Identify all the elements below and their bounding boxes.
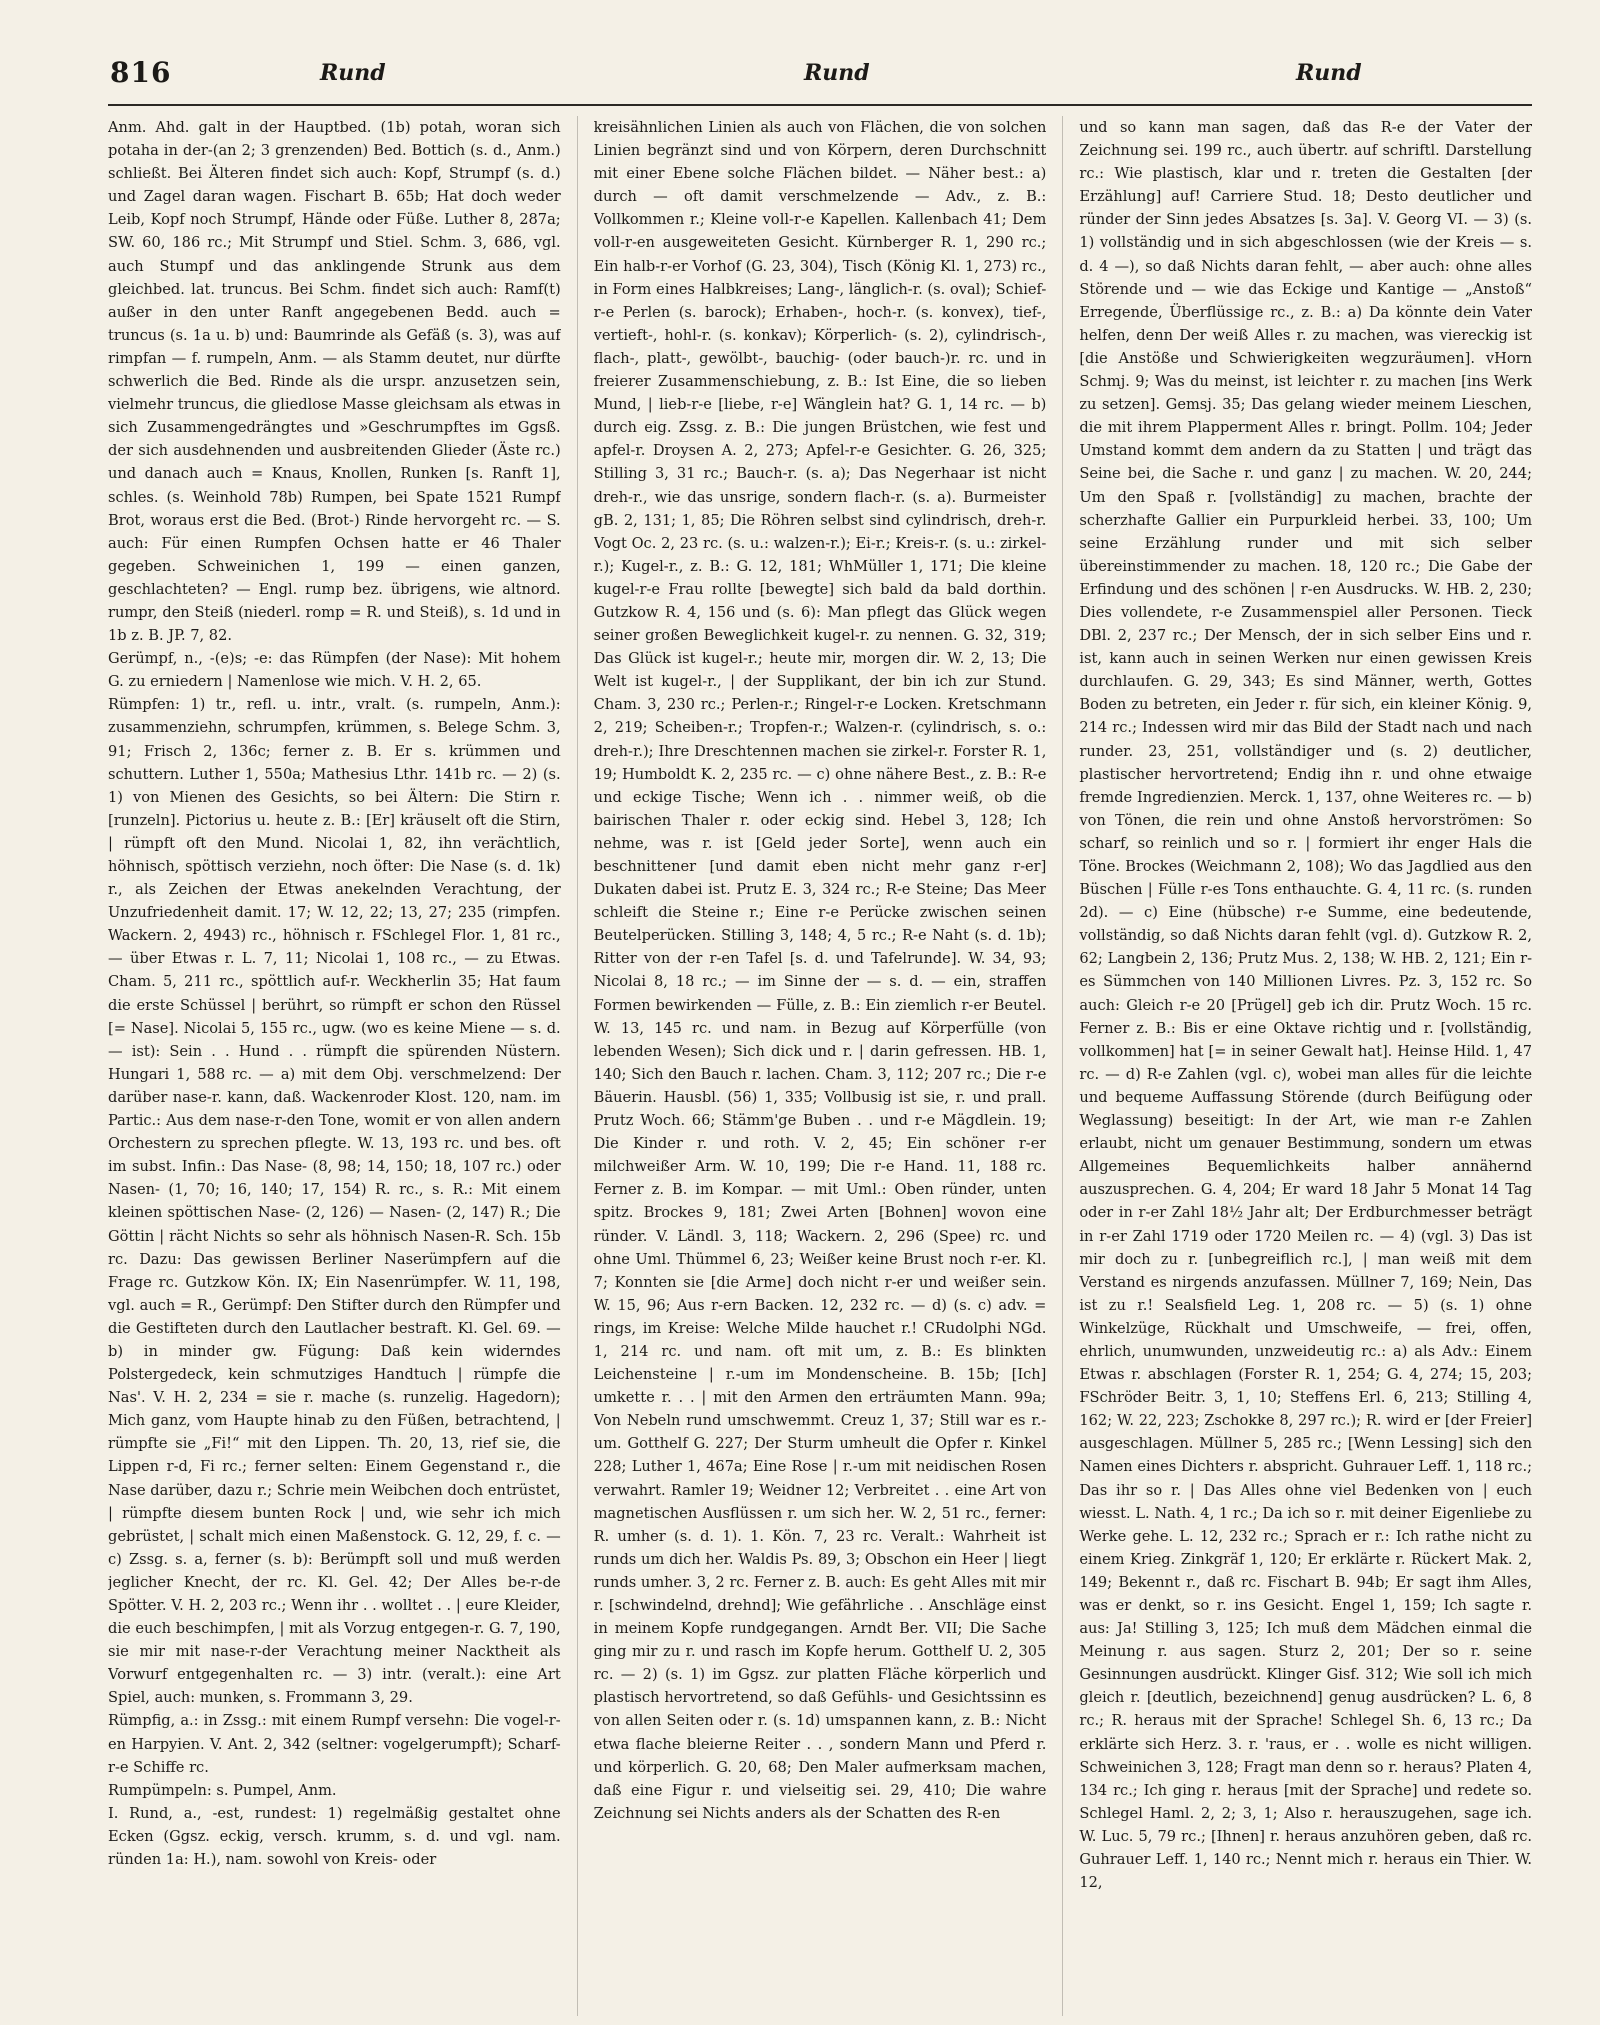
text-columns [108, 116, 1532, 2016]
entry-paragraph: Rumpümpeln: s. Pumpel, Anm. [108, 1781, 337, 1799]
entry-paragraph: Anm. Ahd. galt in der Hauptbed. (1b) potah, woran sich potaha in der-(an 2; 3 grenzenden) Bed. Bottich (s. d., Anm.) schließt. Bei Älteren findet sich auch: Kopf, Strumpf (s. d.) und Zagel daran wagen. Fischart B. 65b; Hat doch weder Leib, Kopf noch Strumpf, Hände oder Füße. Luther 8, 287a; SW. 60, 186 rc.; Mit Strumpf und Stiel. Schm. 3, 686, vgl. auch Stumpf und das anklingende Strunk aus dem gleichbed. lat. truncus. Bei Schm. findet sich auch: Ramf(t) außer in den unter Ranft angegebenen Bedd. auch = truncus (s. 1a u. b) und: Baumrinde als Gefäß (s. 3), was auf rimpfan — f. rumpeln, Anm. — als Stamm deutet, nur dürfte schwerlich die Bed. Rinde als die urspr. anzusetzen sein, vielmehr truncus, die gliedlose Masse gleichsam als etwas in sich Zusammengedrängtes und »Geschrumpftes im Ggsß. der sich ausdehnenden und ausbreitenden Glieder (Äste rc.) und danach auch = Knaus, Knollen, Runken [s. Ranft 1], schles. (s. Weinhold 78b) Rumpen, bei Spate 1521 Rumpf Brot, woraus erst die Bed. (Brot-) Rinde hervorgeht rc. — S. auch: Für einen Rumpfen Ochsen hatte er 46 Thaler gegeben. Schweinichen 1, 199 — einen ganzen, geschlachteten? — Engl. rump bez. übrigens, wie altnord. rumpr, den Steiß (niederl. romp = R. und Steiß), s. 1d und in 1b z. B. JP. 7, 82. [108, 119, 561, 645]
column-left [108, 116, 561, 2016]
page-number: 816 [110, 56, 172, 89]
entry-paragraph: kreisähnlichen Linien als auch von Flächen, die von solchen Linien begränzt sind und von Körpern, deren Durchschnitt mit einer Ebene solche Flächen bildet. — Näher best.: a) durch — oft damit verschmelzende — Adv., z. B.: Vollkommen r.; Kleine voll-r-e Kapellen. Kallenbach 41; Dem voll-r-en ausgeweiteten Gesicht. Kürnberger R. 1, 290 rc.; Ein halb-r-er Vorhof (G. 23, 304), Tisch (König Kl. 1, 273) rc., in Form eines Halbkreises; Lang-, länglich-r. (s. oval); Schief-r-e Perlen (s. barock); Erhaben-, hoch-r. (s. konvex), tief-, vertieft-, hohl-r. (s. konkav); Körperlich- (s. 2), cylindrisch-, flach-, platt-, gewölbt-, bauchig- (oder bauch-)r. rc. und in freierer Zusammenschiebung, z. B.: Ist Eine, die so lieben Mund, | lieb-r-e [liebe, r-e] Wänglein hat? G. 1, 14 rc. — b) durch eig. Zssg. z. B.: Die jungen Brüstchen, wie fest und apfel-r. Droysen A. 2, 273; Apfel-r-e Gesichter. G. 26, 325; Stilling 3, 31 rc.; Bauch-r. (s. a); Das Negerhaar ist nicht dreh-r., wie das unsrige, sondern flach-r. (s. a). Burmeister gB. 2, 131; 1, 85; Die Röhren selbst sind cylindrisch, dreh-r. Vogt Oc. 2, 23 rc. (s. u.: walzen-r.); Ei-r.; Kreis-r. (s. u.: zirkel-r.); Kugel-r., z. B.: G. 12, 181; WhMüller 1, 171; Die kleine kugel-r-e Frau rollte [bewegte] sich bald da bald dorthin. Gutzkow R. 4, 156 und (s. 6): Man pflegt das Glück wegen seiner großen Beweglichkeit kugel-r. zu nennen. G. 32, 319; Das Glück ist kugel-r.; heute mir, morgen dir. W. 2, 13; Die Welt ist kugel-r., | der Supplikant, der bin ich zur Stund. Cham. 3, 230 rc.; Perlen-r.; Ringel-r-e Locken. Kretschmann 2, 219; Scheiben-r.; Tropfen-r.; Walzen-r. (cylindrisch, s. o.: dreh-r.); Ihre Dreschtennen machen sie zirkel-r. Forster R. 1, 19; Humboldt K. 2, 235 rc. — c) ohne nähere Best., z. B.: R-e und eckige Tische; Wenn ich . . nimmer weiß, ob die bairischen Thaler r. oder eckig sind. Hebel 3, 128; Ich nehme, was r. ist [Geld jeder Sorte], wenn auch ein beschnittener [und damit eben nicht mehr ganz r-er] Dukaten dabei ist. Prutz E. 3, 324 rc.; R-e Steine; Das Meer schleift die Steine r.; Eine r-e Perücke zwischen seinen Beutelperücken. Stilling 3, 148; 4, 5 rc.; R-e Naht (s. d. 1b); Ritter von der r-en Tafel [s. d. und Tafelrunde]. W. 34, 93; Nicolai 8, 18 rc.; — im Sinne der — s. d. — ein, straffen Formen bewirkenden — Fülle, z. B.: Ein ziemlich r-er Beutel. W. 13, 145 rc. und nam. in Bezug auf Körperfülle (von lebenden Wesen); Sich dick und r. | darin gefressen. HB. 1, 140; Sich den Bauch r. lachen. Cham. 3, 112; 207 rc.; Die r-e Bäuerin. Hausbl. (56) 1, 335; Vollbusig ist sie, r. und prall. Prutz Woch. 66; Stämm'ge Buben . . und r-e Mägdlein. 19; Die Kinder r. und roth. V. 2, 45; Ein schöner r-er milchweißer Arm. W. 10, 199; Die r-e Hand. 11, 188 rc. Ferner z. B. im Kompar. — mit Uml.: Oben ründer, unten spitz. Brockes 9, 181; Zwei Arten [Bohnen] wovon eine ründer. V. Ländl. 3, 118; Wackern. 2, 296 (Spee) rc. und ohne Uml. Thümmel 6, 23; Weißer keine Brust noch r-er. Kl. 7; Konnten sie [die Arme] doch nicht r-er und weißer sein. W. 15, 96; Aus r-ern Backen. 12, 232 rc. — d) (s. c) adv. = rings, im Kreise: Welche Milde hauchet r.! CRudolphi NGd. 1, 214 rc. und nam. oft mit um, z. B.: Es blinkten Leichensteine | r.-um im Mondenscheine. B. 15b; [Ich] umkette r. . . | mit den Armen den erträumten Mann. 99a; Von Nebeln rund umschwemmt. Creuz 1, 37; Still war es r.-um. Gotthelf G. 227; Der Sturm umheult die Opfer r. Kinkel 228; Luther 1, 467a; Eine Rose | r.-um mit neidischen Rosen verwahrt. Ramler 19; Weidner 12; Verbreitet . . eine Art von magnetischen Ausflüssen r. um sich her. W. 2, 51 rc., ferner: R. umher (s. d. 1). 1. Kön. 7, 23 rc. Veralt.: Wahrheit ist runds um dich her. Waldis Ps. 89, 3; Obschon ein Heer | liegt runds umher. 3, 2 rc. Ferner z. B. auch: Es geht Alles mit mir r. [schwindelnd, drehnd]; Wie gefährliche . . Anschläge einst in meinem Kopfe rundgegangen. Arndt Ber. VII; Die Sache ging mir zu r. und rasch im Kopfe herum. Gotthelf U. 2, 305 rc. — 2) (s. 1) im Ggsz. zur platten Fläche körperlich und plastisch hervortretend, so daß Gefühls- und Gesichtssinn es von allen Seiten oder r. (s. 1d) umspannen kann, z. B.: Nicht etwa flache bleierne Reiter . . , sondern Mann und Pferd r. und körperlich. G. 20, 68; Den Maler aufmerksam machen, daß eine Figur r. und vielseitig sei. 29, 410; Die wahre Zeichnung sei Nichts anders als der Schatten des R-en [593, 119, 1047, 1822]
column-divider [577, 116, 578, 2016]
page-header [108, 52, 1532, 96]
entry-paragraph: Rümpfen: 1) tr., refl. u. intr., vralt. (s. rumpeln, Anm.): zusammenziehn, schrumpfen, krümmen, s. Belege Schm. 3, 91; Frisch 2, 136c; ferner z. B. Er s. krümmen und schuttern. Luther 1, 550a; Mathesius Lthr. 141b rc. — 2) (s. 1) von Mienen des Gesichts, so bei Ältern: Die Stirn r. [runzeln]. Pictorius u. heute z. B.: [Er] kräuselt oft die Stirn, | rümpft oft den Mund. Nicolai 1, 82, ihn verächtlich, höhnisch, spöttisch verziehn, noch öfter: Die Nase (s. d. 1k) r., als Zeichen der Etwas anekelnden Verachtung, der Unzufriedenheit damit. 17; W. 12, 22; 13, 27; 235 (rimpfen. Wackern. 2, 4943) rc., höhnisch r. FSchlegel Flor. 1, 81 rc., — über Etwas r. L. 7, 11; Nicolai 1, 108 rc., — zu Etwas. Cham. 5, 211 rc., spöttlich auf-r. Weckherlin 35; Hat faum die erste Schüssel | berührt, so rümpft er schon den Rüssel [= Nase]. Nicolai 5, 155 rc., ugw. (wo es keine Miene — s. d. — ist): Sein . . Hund . . rümpft die spürenden Nüstern. Hungari 1, 588 rc. — a) mit dem Obj. verschmelzend: Der darüber nase-r. kann, daß. Wackenroder Klost. 120, nam. im Partic.: Aus dem nase-r-den Tone, womit er von allen andern Orchestern zu sprechen pflegte. W. 13, 193 rc. und bes. oft im subst. Infin.: Das Nase- (8, 98; 14, 150; 18, 107 rc.) oder Nasen- (1, 70; 16, 140; 17, 154) R. rc., s. R.: Mit einem kleinen spöttischen Nase- (2, 126) — Nasen- (2, 147) R.; Die Göttin | rächt Nichts so sehr als höhnisch Nasen-R. Sch. 15b rc. Dazu: Das gewissen Berliner Naserümpfern auf die Frage rc. Gutzkow Kön. IX; Ein Nasenrümpfer. W. 11, 198, vgl. auch = R., Gerümpf: Den Stifter durch den Rümpfer und die Gestifteten durch den Lautlacher bestraft. Kl. Gel. 69. — b) in minder gw. Fügung: Daß kein widerndes Polstergedeck, kein schmutziges Handtuch | rümpfe die Nas'. V. H. 2, 234 = sie r. mache (s. runzelig. Hagedorn); Mich ganz, vom Haupte hinab zu den Füßen, betrachtend, | rümpfte sie „Fi!“ mit den Lippen. Th. 20, 13, rief sie, die Lippen r-d, Fi rc.; ferner selten: Einem Gegenstand r., die Nase darüber, dazu r.; Schrie mein Weibchen doch entrüstet, | rümpfte diesem bunten Rock | und, wie sehr ich mich gebrüstet, | schalt mich einen Maßenstock. G. 12, 29, f. c. — c) Zssg. s. a, ferner (s. b): Berümpft soll und muß werden jeglicher Knecht, der rc. Kl. Gel. 42; Der Alles be-r-de Spötter. V. H. 2, 203 rc.; Wenn ihr . . wolltet . . | eure Kleider, die euch beschimpfen, | mit als Vorzug entgegen-r. G. 7, 190, sie mir mit nase-r-der Verachtung meiner Nacktheit als Vorwurf entgegenhalten rc. — 3) intr. (veralt.): eine Art Spiel, auch: munken, s. Frommann 3, 29. [108, 696, 561, 1707]
header-rule [108, 104, 1532, 106]
entry-paragraph: I. Rund, a., -est, rundest: 1) regelmäßig gestaltet ohne Ecken (Ggsz. eckig, versch. krumm, s. d. und vgl. nam. ründen 1a: H.), nam. sowohl von Kreis- oder [108, 1804, 561, 1869]
entry-paragraph: Gerümpf, n., -(e)s; -e: das Rümpfen (der Nase): Mit hohem G. zu erniedern | Namenlose wie mich. V. H. 2, 65. [108, 650, 561, 691]
column-middle [594, 116, 1047, 2016]
catchword-center: Rund [804, 60, 870, 86]
catchword-left: Rund [320, 60, 386, 86]
entry-paragraph: Rümpfig, a.: in Zssg.: mit einem Rumpf versehn: Die vogel-r-en Harpyien. V. Ant. 2, 342 (seltner: vogelgerumpft); Scharf-r-e Schiffe rc. [108, 1712, 561, 1776]
catchword-right: Rund [1296, 60, 1362, 86]
column-divider [1062, 116, 1063, 2016]
column-right [1079, 116, 1532, 2016]
entry-paragraph: und so kann man sagen, daß das R-e der Vater der Zeichnung sei. 199 rc., auch übertr. auf schriftl. Darstellung rc.: Wie plastisch, klar und r. treten die Gestalten [der Erzählung] auf! Carriere Stud. 18; Desto deutlicher und ründer der Sinn jedes Absatzes [s. 3a]. V. Georg VI. — 3) (s. 1) vollständig und in sich abgeschlossen (wie der Kreis — s. d. 4 —), so daß Nichts daran fehlt, — aber auch: ohne alles Störende und — wie das Eckige und Kantige — „Anstoß“ Erregende, Überflüssige rc., z. B.: a) Da könnte dein Vater helfen, denn Der weiß Alles r. zu machen, was viereckig ist [die Anstöße und Schwierigkeiten wegzuräumen]. vHorn Schmj. 9; Was du meinst, ist leichter r. zu machen [ins Werk zu setzen]. Gemsj. 35; Das gelang wieder meinem Lieschen, die mit ihrem Plapperment Alles r. bringt. Pollm. 104; Jeder Umstand kommt dem andern da zu Statten | und trägt das Seine bei, die Sache r. und ganz | zu machen. W. 20, 244; Um den Spaß r. [vollständig] zu machen, brachte der scherzhafte Gallier ein Purpurkleid herbei. 33, 100; Um seine Erzählung runder und mit sich selber übereinstimmender zu machen. 18, 120 rc.; Die Gabe der Erfindung und des schönen | r-en Ausdrucks. W. HB. 2, 230; Dies vollendete, r-e Zusammenspiel aller Personen. Tieck DBl. 2, 237 rc.; Der Mensch, der in sich selber Eins und r. ist, kann auch in seinen Werken nur einen gewissen Kreis durchlaufen. G. 29, 343; Es sind Männer, werth, Gottes Boden zu betreten, ein Jeder r. für sich, ein kleiner König. 9, 214 rc.; Indessen wird mir das Bild der Stadt nach und nach runder. 23, 251, vollständiger und (s. 2) deutlicher, plastischer hervortretend; Endig ihn r. und ohne etwaige fremde Ingredienzien. Merck. 1, 137, ohne Weiteres rc. — b) von Tönen, die rein und ohne Anstoß hervorströmen: So scharf, so reinlich und so r. | formiert ihr enger Hals die Töne. Brockes (Weichmann 2, 108); Wo das Jagdlied aus den Büschen | Fülle r-es Tons enthauchte. G. 4, 11 rc. (s. runden 2d). — c) Eine (hübsche) r-e Summe, eine bedeutende, vollständig, so daß Nichts daran fehlt (vgl. d). Gutzkow R. 2, 62; Langbein 2, 136; Prutz Mus. 2, 138; W. HB. 2, 121; Ein r-es Sümmchen von 140 Millionen Livres. Pz. 3, 152 rc. So auch: Gleich r-e 20 [Prügel] geb ich dir. Prutz Woch. 15 rc. Ferner z. B.: Bis er eine Oktave richtig und r. [vollständig, vollkommen] hat [= in seiner Gewalt hat]. Heinse Hild. 1, 47 rc. — d) R-e Zahlen (vgl. c), wobei man alles für die leichte und bequeme Auffassung Störende (durch Beifügung oder Weglassung) beseitigt: In der Art, wie man r-e Zahlen erlaubt, nicht um genauer Bestimmung, sondern um etwas Allgemeines Bequemlichkeits halber annähernd auszusprechen. G. 4, 204; Er ward 18 Jahr 5 Monat 14 Tag oder in r-er Zahl 18½ Jahr alt; Der Erdburchmesser beträgt in r-er Zahl 1719 oder 1720 Meilen rc. — 4) (vgl. 3) Das ist mir doch zu r. [unbegreiflich rc.], | man weiß mit dem Verstand es nirgends anzufassen. Müllner 7, 169; Nein, Das ist zu r.! Sealsfield Leg. 1, 208 rc. — 5) (s. 1) ohne Winkelzüge, Rückhalt und Umschweife, — frei, offen, ehrlich, unumwunden, unzweideutig rc.: a) als Adv.: Einem Etwas r. abschlagen (Forster R. 1, 254; G. 4, 274; 15, 203; FSchröder Beitr. 3, 1, 10; Steffens Erl. 6, 213; Stilling 4, 162; W. 22, 223; Zschokke 8, 297 rc.); R. wird er [der Freier] ausgeschlagen. Müllner 5, 285 rc.; [Wenn Lessing] sich den Namen eines Dichters r. abspricht. Guhrauer Leff. 1, 118 rc.; Das ihr so r. | Das Alles ohne viel Bedenken von | euch wiesst. L. Nath. 4, 1 rc.; Da ich so r. mit deiner Eigenliebe zu Werke gehe. L. 12, 232 rc.; Sprach er r.: Ich rathe nicht zu einem Krieg. Zinkgräf 1, 120; Er erklärte r. Rückert Mak. 2, 149; Bekennt r., daß rc. Fischart B. 94b; Er sagt ihm Alles, was er denkt, so r. ins Gesicht. Engel 1, 159; Ich sagte r. aus: Ja! Stilling 3, 125; Ich muß dem Mädchen einmal die Meinung r. aus sagen. Sturz 2, 201; Der so r. seine Gesinnungen ausdrückt. Klinger Gisf. 312; Wie soll ich mich gleich r. [deutlich, bezeichnend] genug ausdrücken? L. 6, 8 rc.; R. heraus mit der Sprache! Schlegel Sh. 6, 13 rc.; Da erklärte sich Herz. 3. r. 'raus, er . . wolle es nicht willigen. Schweinichen 3, 128; Fragt man denn so r. heraus? Platen 4, 134 rc.; Ich ging r. heraus [mit der Sprache] und redete so. Schlegel Haml. 2, 2; 3, 1; Also r. herauszugehen, sage ich. W. Luc. 5, 79 rc.; [Ihnen] r. heraus anzuhören geben, daß rc. Guhrauer Leff. 1, 140 rc.; Nennt mich r. heraus ein Thier. W. 12, [1079, 119, 1533, 1892]
